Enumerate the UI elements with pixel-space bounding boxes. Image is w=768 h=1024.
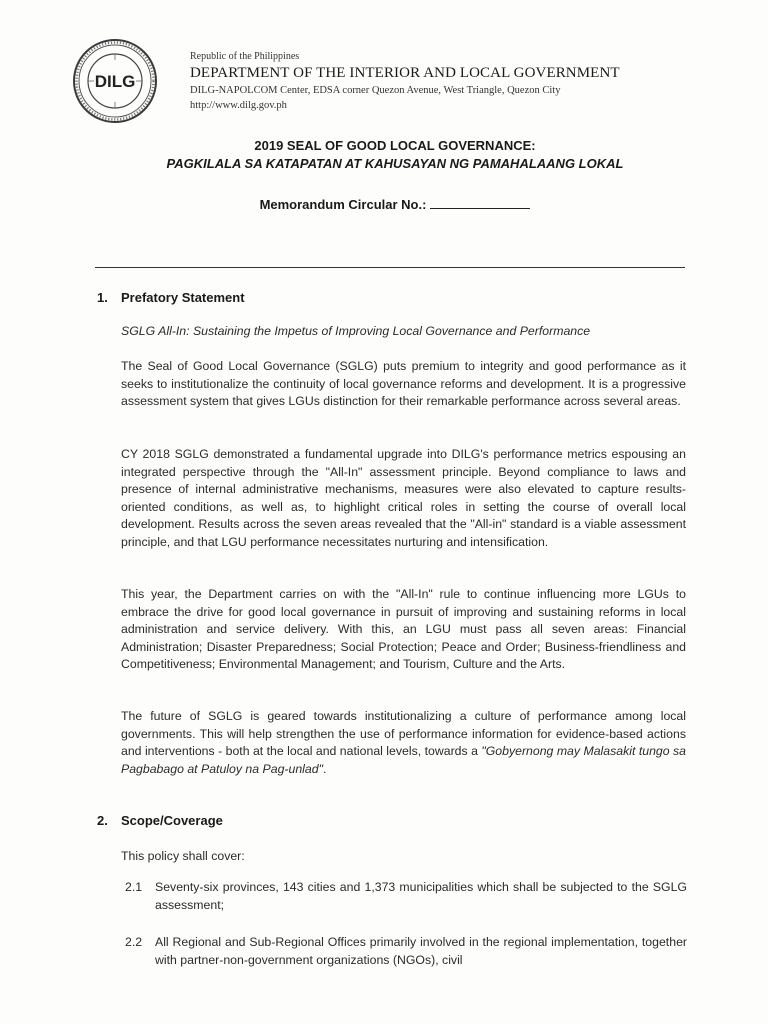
- section-number: 2.: [97, 813, 108, 828]
- section-title: Scope/Coverage: [121, 813, 223, 828]
- section-1-paragraph-2: CY 2018 SGLG demonstrated a fundamental upgrade into DILG's performance metrics espousing an integrated perspective through the "All-In" assessment principle. Beyond compliance to laws and presence of internal administrative mechanisms, measures were also elevated to capture results-oriented conditions, as well as, to highlight critical roles in setting the course of overall local development. Results across the seven areas revealed that the "All-in" standard is a viable assessment principle, and that LGU performance necessitates nurturing and intensification.: [121, 447, 686, 549]
- dilg-seal-logo: [72, 38, 158, 124]
- memo-title: 2019 SEAL OF GOOD LOCAL GOVERNANCE:: [254, 138, 536, 153]
- list-item-text: Seventy-six provinces, 143 cities and 1,373 municipalities which shall be subjected to the SGLG assessment;: [155, 880, 687, 912]
- memo-number-blank: [430, 196, 530, 209]
- list-item: [125, 879, 687, 914]
- section-1-paragraph-1: The Seal of Good Local Governance (SGLG) puts premium to integrity and good performance as it seeks to institutionalize the continuity of local governance reforms and development. It is a progressive assessment system that gives LGUs distinction for their remarkable performance across several areas.: [121, 359, 686, 408]
- memo-title-block: [100, 137, 690, 212]
- paragraph-text: The future of SGLG is geared towards institutionalizing a culture of performance among local governments. This will help strengthen the use of performance information for evidence-based actions and interventions - both at the local and national levels, towards a: [121, 709, 686, 758]
- memo-subtitle: PAGKILALA SA KATAPATAN AT KAHUSAYAN NG PAMAHALAANG LOKAL: [166, 156, 624, 171]
- list-item-text: All Regional and Sub-Regional Offices primarily involved in the regional implementation, together with partner-non-government organizations (NGOs), civil: [155, 935, 687, 967]
- section-title: Prefatory Statement: [121, 290, 245, 305]
- republic-label: Republic of the Philippines: [190, 51, 300, 62]
- section-number: 1.: [97, 290, 108, 305]
- section-2-intro: This policy shall cover:: [121, 849, 245, 863]
- svg-text:DILG: DILG: [94, 72, 136, 91]
- section-1-paragraph-3: This year, the Department carries on with the "All-In" rule to continue influencing more LGUs to embrace the drive for good local governance in pursuit of improving and sustaining reforms in local administration and service delivery. With this, an LGU must pass all seven areas: Financial Administration; Disaster Preparedness; Social Protection; Peace and Order; Business-friendliness and Competitiveness; Environmental Management; and Tourism, Culture and the Arts.: [121, 587, 686, 671]
- department-address: DILG-NAPOLCOM Center, EDSA corner Quezon Avenue, West Triangle, Quezon City: [190, 85, 561, 96]
- memo-circular-number: [100, 196, 690, 212]
- header-divider: [95, 267, 685, 268]
- department-url: http://www.dilg.gov.ph: [190, 100, 287, 111]
- list-item-number: 2.2: [125, 935, 143, 949]
- letterhead: [190, 50, 620, 113]
- section-1-paragraph-4: [121, 708, 686, 778]
- section-1-heading: [97, 290, 245, 305]
- list-item: [125, 934, 687, 969]
- paragraph-end: .: [322, 761, 327, 776]
- memo-circular-label: Memorandum Circular No.:: [259, 197, 427, 212]
- section-2-heading: [97, 813, 223, 828]
- section-1-subtitle: SGLG All-In: Sustaining the Impetus of Improving Local Governance and Performance: [121, 324, 591, 338]
- list-item-number: 2.1: [125, 880, 143, 894]
- department-name: DEPARTMENT OF THE INTERIOR AND LOCAL GOVERNMENT: [190, 65, 620, 81]
- paragraph-quote: "Gobyernong may Malasakit tungo sa Pagbabago at Patuloy na Pag-unlad": [121, 744, 687, 776]
